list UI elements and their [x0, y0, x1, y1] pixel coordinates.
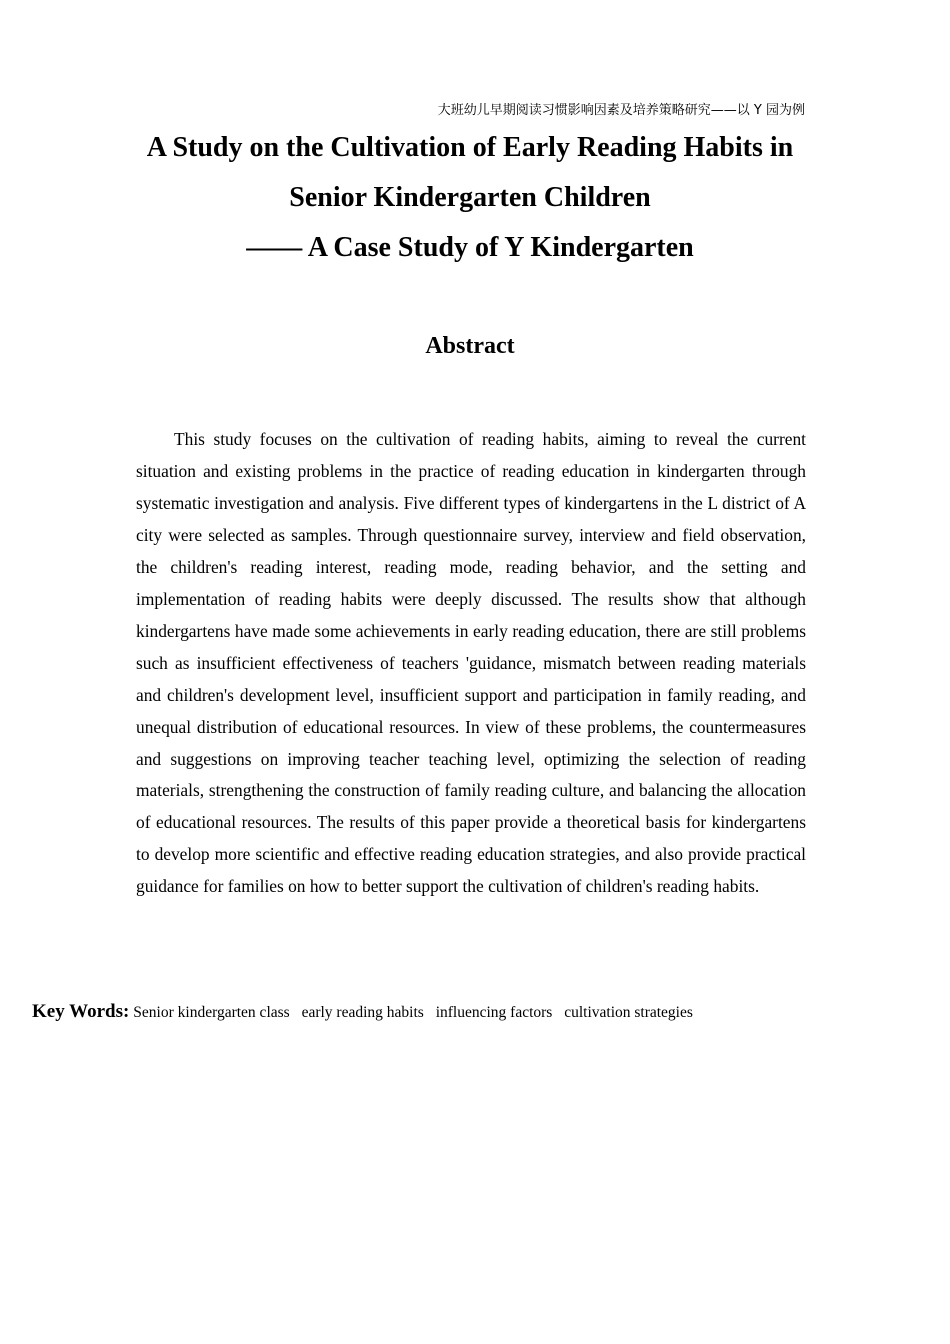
title-line-1: A Study on the Cultivation of Early Reading Habits in: [146, 132, 794, 163]
keyword-item: early reading habits: [301, 1004, 424, 1021]
keywords-label: Key Words:: [32, 1001, 130, 1022]
keywords-list: [133, 1004, 693, 1021]
title-line-2: Senior Kindergarten Children: [289, 182, 651, 213]
paper-title: [100, 123, 840, 273]
abstract-heading: Abstract: [425, 333, 515, 359]
title-line-3: —— A Case Study of Y Kindergarten: [246, 232, 694, 263]
keyword-item: influencing factors: [435, 1004, 553, 1021]
running-header: 大班幼儿早期阅读习惯影响因素及培养策略研究——以 Y 园为例: [437, 103, 805, 118]
keyword-item: Senior kindergarten class: [133, 1004, 290, 1021]
abstract-body: This study focuses on the cultivation of reading habits, aiming to reveal the current situation and existing problems in the practice of reading education in kindergarten through systematic investigation and analysis. Five different types of kindergartens in the L district of A city were selected as samples. Through questionnaire survey, interview and field observation, the children's reading interest, reading mode, reading behavior, and the setting and implementation of reading habits were deeply discussed. The results show that although kindergartens have made some achievements in early reading education, there are still problems such as insufficient effectiveness of teachers 'guidance, mismatch between reading materials and children's development level, insufficient support and participation in family reading, and unequal distribution of educational resources. In view of these problems, the countermeasures and suggestions on improving teacher teaching level, optimizing the selection of reading materials, strengthening the construction of family reading culture, and balancing the allocation of educational resources. The results of this paper provide a theoretical basis for kindergartens to develop more scientific and effective reading education strategies, and also provide practical guidance for families on how to better support the cultivation of children's reading habits.: [136, 429, 806, 897]
keywords-line: [32, 998, 693, 1027]
keyword-item: cultivation strategies: [564, 1004, 693, 1021]
